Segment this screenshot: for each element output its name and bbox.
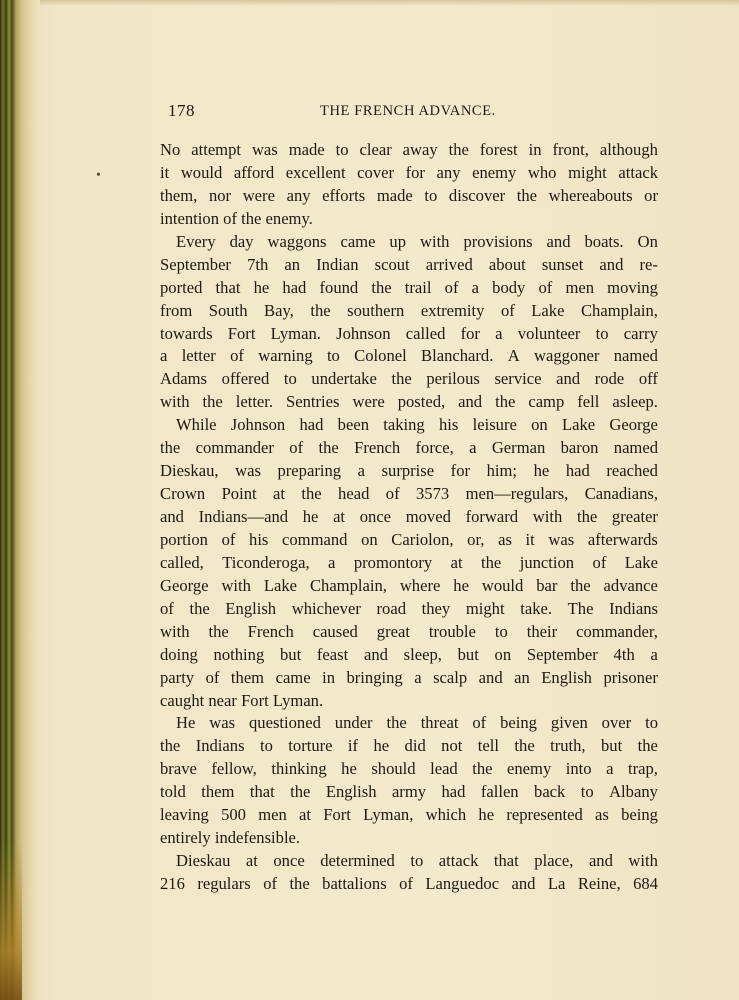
text-line: George with Lake Champlain, where he would bar the advance <box>160 575 658 595</box>
text-line: the Indians to torture if he did not tell the truth, but the <box>160 736 658 756</box>
text-line: leaving 500 men at Fort Lyman, which he represented as being <box>160 805 658 825</box>
text-line: While Johnson had been taking his leisure on Lake George <box>176 415 658 435</box>
text-line: intention of the enemy. <box>160 208 313 228</box>
text-line: of the English whichever road they might take. The Indians <box>160 598 658 618</box>
page-number: 178 <box>168 101 195 120</box>
text-line: Crown Point at the head of 3573 men—regulars, Canadians, <box>160 484 658 504</box>
text-line: them, nor were any efforts made to discover the whereabouts or <box>160 185 658 205</box>
margin-mark: • <box>96 168 101 183</box>
text-line: it would afford excellent cover for any enemy who might attack <box>160 162 658 182</box>
text-line: Every day waggons came up with provisions and boats. On <box>176 231 658 251</box>
text-line: towards Fort Lyman. Johnson called for a volunteer to carry <box>160 323 658 343</box>
page-header <box>162 101 660 127</box>
text-line: brave fellow, thinking he should lead the enemy into a trap, <box>160 759 658 779</box>
text-line: the commander of the French force, a German baron named <box>160 438 658 458</box>
text-line: September 7th an Indian scout arrived about sunset and re- <box>160 254 658 274</box>
text-line: party of them came in bringing a scalp and an English prisoner <box>160 667 658 687</box>
text-line: with the letter. Sentries were posted, and the camp fell asleep. <box>160 392 658 412</box>
body-text <box>160 139 658 896</box>
text-line: ported that he had found the trail of a body of men moving <box>160 277 658 297</box>
text-line: and Indians—and he at once moved forward with the greater <box>160 507 658 526</box>
spine-stain <box>0 840 22 1000</box>
text-line: 216 regulars of the battalions of Languedoc and La Reine, 684 <box>160 874 658 893</box>
text-line: from South Bay, the southern extremity of Lake Champlain, <box>160 300 658 320</box>
text-line: No attempt was made to clear away the forest in front, although <box>160 140 658 159</box>
text-line: with the French caused great trouble to their commander, <box>160 621 658 641</box>
page-top-edge <box>40 0 739 6</box>
running-head: THE FRENCH ADVANCE. <box>320 103 496 119</box>
text-line: Dieskau, was preparing a surprise for him; he had reached <box>160 461 658 481</box>
text-line: told them that the English army had fallen back to Albany <box>160 782 658 802</box>
text-line: caught near Fort Lyman. <box>160 690 324 710</box>
text-line: doing nothing but feast and sleep, but on September 4th a <box>160 644 658 664</box>
text-line: He was questioned under the threat of being given over to <box>176 713 658 733</box>
text-line: called, Ticonderoga, a promontory at the junction of Lake <box>160 552 658 572</box>
text-line: Dieskau at once determined to attack that place, and with <box>176 851 658 871</box>
text-line: Adams offered to undertake the perilous service and rode off <box>160 369 658 389</box>
text-line: a letter of warning to Colonel Blanchard. A waggoner named <box>160 346 658 366</box>
text-line: portion of his command on Cariolon, or, as it was afterwards <box>160 529 658 549</box>
text-line: entirely indefensible. <box>160 828 301 848</box>
